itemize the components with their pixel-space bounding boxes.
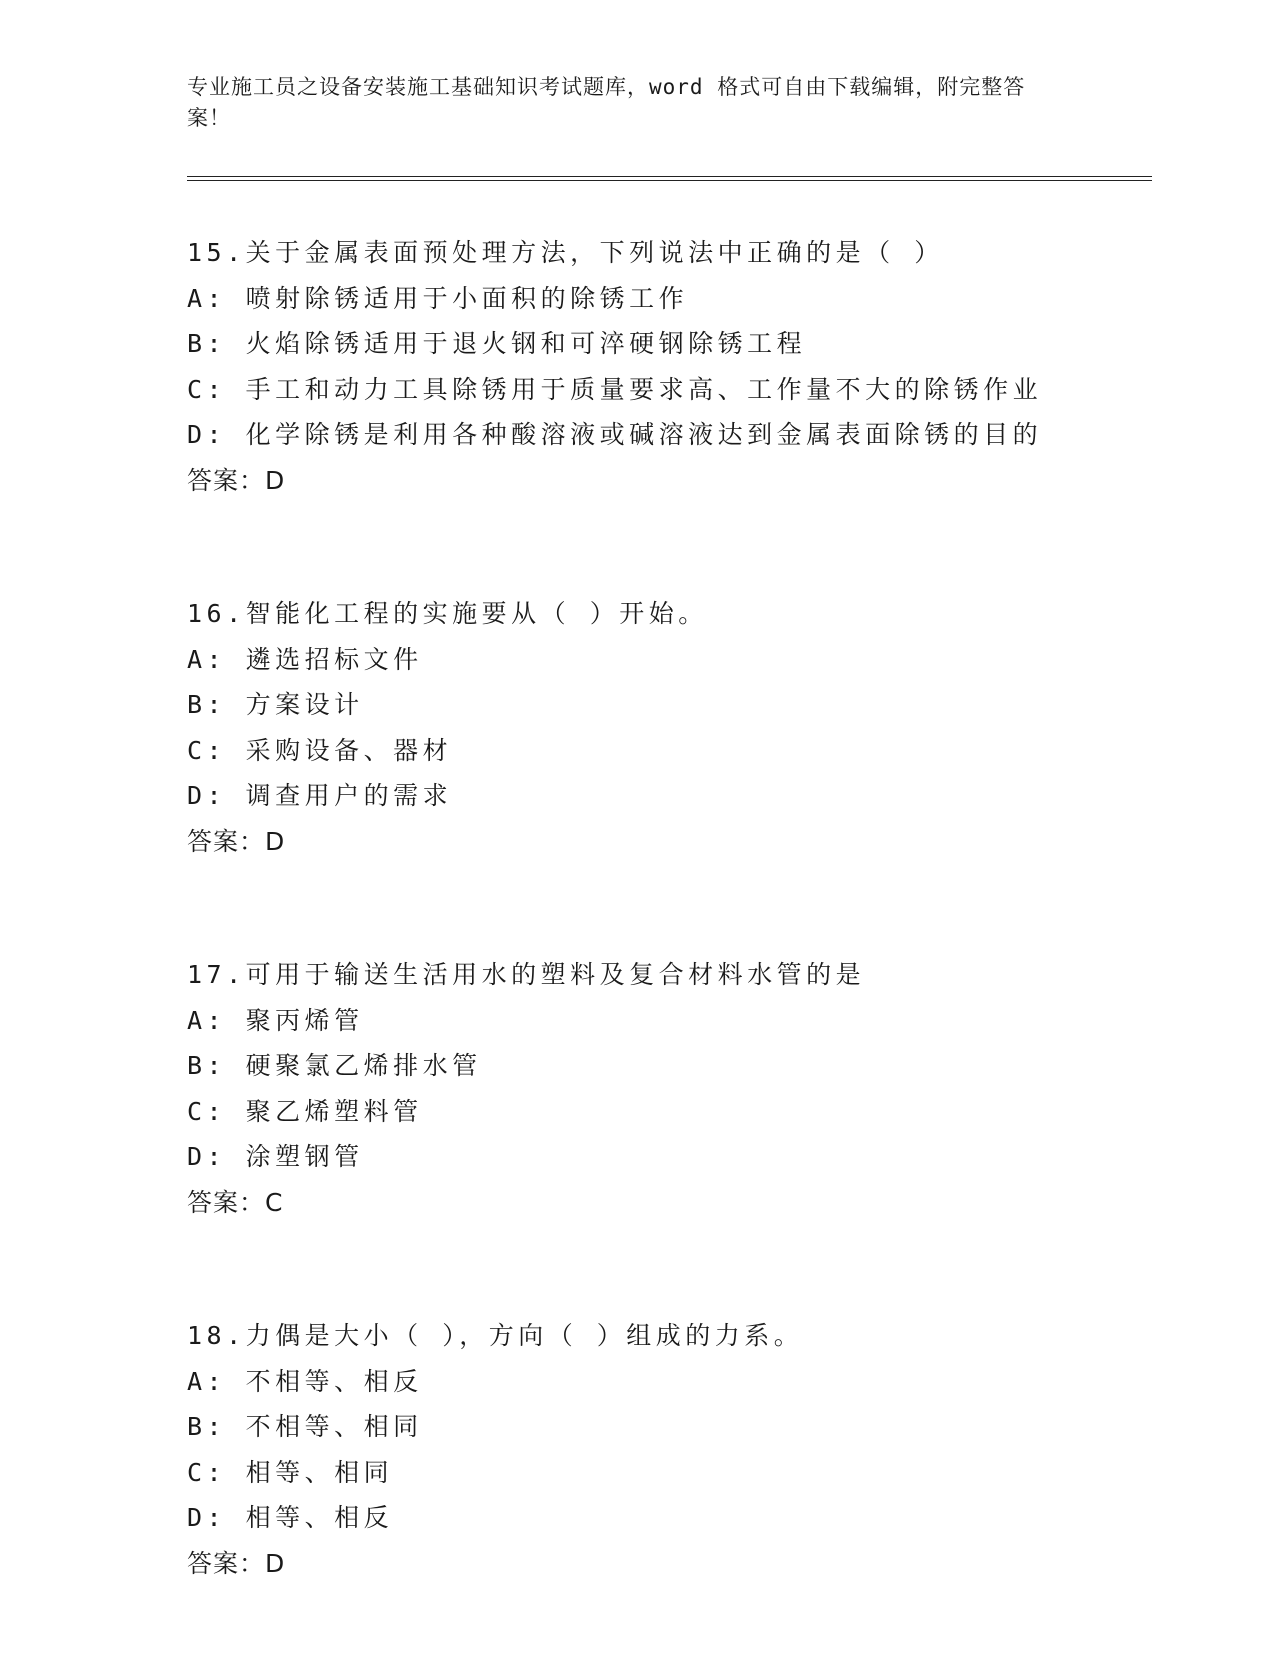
option-c: C: 手工和动力工具除锈用于质量要求高、工作量不大的除锈作业: [187, 374, 1043, 404]
option-c: C: 采购设备、器材: [187, 735, 453, 765]
option-a: A: 遴选招标文件: [187, 644, 423, 674]
question-16: [187, 591, 1187, 864]
option-a: A: 喷射除锈适用于小面积的除锈工作: [187, 283, 689, 313]
question-15: [187, 230, 1187, 503]
question-stem: 17.可用于输送生活用水的塑料及复合材料水管的是: [187, 960, 866, 989]
option-c: C: 聚乙烯塑料管: [187, 1096, 423, 1126]
option-b: B: 火焰除锈适用于退火钢和可淬硬钢除锈工程: [187, 329, 807, 358]
question-18: [187, 1313, 1187, 1586]
question-17: [187, 952, 1187, 1225]
question-stem: 16.智能化工程的实施要从（ ）开始。: [187, 599, 708, 628]
answer-text: 答案：D: [187, 465, 286, 495]
page-header: 专业施工员之设备安装施工基础知识考试题库，word 格式可自由下载编辑，附完整答案！: [187, 75, 1026, 130]
option-b: B: 不相等、相同: [187, 1412, 423, 1441]
option-a: A: 聚丙烯管: [187, 1005, 364, 1035]
option-d: D: 化学除锈是利用各种酸溶液或碱溶液达到金属表面除锈的目的: [187, 420, 1043, 449]
answer-text: 答案：D: [187, 1548, 286, 1578]
option-d: D: 相等、相反: [187, 1503, 394, 1532]
question-stem: 15.关于金属表面预处理方法，下列说法中正确的是（ ）: [187, 238, 944, 267]
question-list: [187, 230, 1187, 1674]
answer-text: 答案：D: [187, 826, 286, 856]
option-d: D: 涂塑钢管: [187, 1142, 364, 1171]
header-divider: [187, 176, 1152, 181]
answer-text: 答案：C: [187, 1187, 284, 1217]
option-c: C: 相等、相同: [187, 1457, 394, 1487]
option-b: B: 方案设计: [187, 690, 364, 719]
option-a: A: 不相等、相反: [187, 1366, 423, 1396]
option-b: B: 硬聚氯乙烯排水管: [187, 1051, 482, 1080]
option-d: D: 调查用户的需求: [187, 781, 453, 810]
question-stem: 18.力偶是大小（ ），方向（ ）组成的力系。: [187, 1321, 804, 1350]
